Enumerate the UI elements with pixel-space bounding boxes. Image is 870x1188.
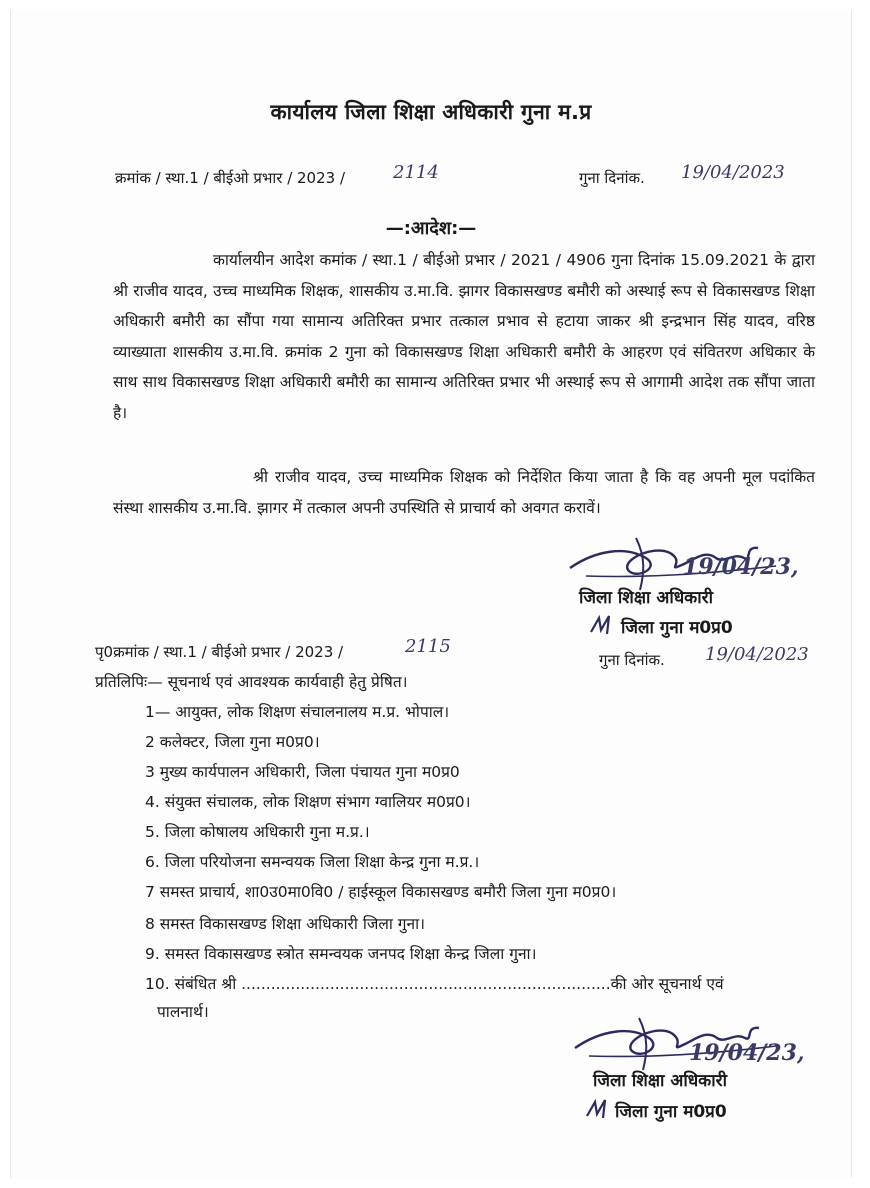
order-date-label: गुना दिनांक. [579, 169, 645, 187]
copy-number-handwritten: 2115 [405, 636, 451, 657]
order-number-label: क्रमांक / स्था.1 / बीईओ प्रभार / 2023 / [115, 169, 346, 187]
copy-intro: प्रतिलिपिः— सूचनार्थ एवं आवश्यक कार्यवाही हेतु प्रेषित। [95, 673, 408, 691]
copy-list-item: 2 कलेक्टर, जिला गुना म0प्र0। [145, 733, 320, 751]
copy-list-item: 8 समस्त विकासखण्ड शिक्षा अधिकारी जिला गुना। [145, 915, 426, 933]
document-page [10, 10, 852, 1178]
copy-list-item: 4. संयुक्त संचालक, लोक शिक्षण संभाग ग्वालियर म0प्र0। [145, 793, 471, 811]
copy-date-handwritten: 19/04/2023 [705, 644, 809, 665]
copy-list-item: 3 मुख्य कार्यपालन अधिकारी, जिला पंचायत गुना म0प्र0 [145, 763, 460, 781]
office-title: कार्यालय जिला शिक्षा अधिकारी गुना म.प्र [270, 100, 592, 124]
signature-1-district: जिला गुना म0प्र0 [621, 618, 733, 638]
signature-2-date: 19/04/23, [689, 1040, 805, 1066]
order-heading: —:आदेश:— [385, 218, 477, 239]
copy-list-item-continuation: पालनार्थ। [157, 1003, 209, 1021]
signature-2-designation: जिला शिक्षा अधिकारी [593, 1071, 727, 1091]
copy-list-item: 7 समस्त प्राचार्य, शा0उ0मा0वि0 / हाईस्कूल विकासखण्ड बमौरी जिला गुना म0प्र0। [145, 883, 617, 901]
order-date-handwritten: 19/04/2023 [681, 162, 785, 183]
signature-1-designation: जिला शिक्षा अधिकारी [579, 588, 713, 608]
order-paragraph-1: कार्यालयीन आदेश कमांक / स्था.1 / बीईओ प्रभार / 2021 / 4906 गुना दिनांक 15.09.2021 के द्वारा श्री राजीव यादव, उच्च माध्यमिक शिक्षक, शासकीय उ.मा.वि. झागर विकासखण्ड बमौरी को अस्थाई रूप से विकासखण्ड शिक्षा अधिकारी बमौरी का सौंपा गया सामान्य अतिरिक्त प्रभार तत्काल प्रभाव से हटाया जाकर श्री इन्द्रभान सिंह यादव, वरिष्ठ व्याख्याता शासकीय उ.मा.वि. क्रमांक 2 गुना को विकासखण्ड शिक्षा अधिकारी बमौरी के आहरण एवं संवितरण अधिकार के साथ साथ विकासखण्ड शिक्षा अधिकारी बमौरी का सामान्य अतिरिक्त प्रभार भी अस्थाई रूप से आगामी आदेश तक सौंपा जाता है। [113, 251, 815, 422]
copy-date-label: गुना दिनांक. [599, 651, 665, 669]
copy-list-item: 10. संबंधित श्री ...........................................................................की ओर सूचनार्थ एवं [145, 975, 724, 993]
signature-2-initial-mark [585, 1098, 613, 1122]
signature-1-date: 19/04/23, [683, 554, 799, 580]
copy-list-item: 9. समस्त विकासखण्ड स्त्रोत समन्वयक जनपद शिक्षा केन्द्र जिला गुना। [145, 945, 537, 963]
signature-2-district: जिला गुना म0प्र0 [615, 1102, 727, 1122]
copy-list-item: 5. जिला कोषालय अधिकारी गुना म.प्र.। [145, 823, 370, 841]
order-paragraph-2: श्री राजीव यादव, उच्च माध्यमिक शिक्षक को निर्देशित किया जाता है कि वह अपनी मूल पदांकित संस्था शासकीय उ.मा.वि. झागर में तत्काल अपनी उपस्थिति से प्राचार्य को अवगत करावें। [113, 468, 815, 517]
copy-number-label: पृ0क्रमांक / स्था.1 / बीईओ प्रभार / 2023 / [95, 643, 344, 661]
copy-list-item: 6. जिला परियोजना समन्वयक जिला शिक्षा केन्द्र गुना म.प्र.। [145, 853, 480, 871]
order-number-handwritten: 2114 [393, 162, 439, 183]
signature-1-initial-mark [589, 614, 617, 638]
copy-list-item: 1— आयुक्त, लोक शिक्षण संचालनालय म.प्र. भोपाल। [145, 703, 450, 721]
